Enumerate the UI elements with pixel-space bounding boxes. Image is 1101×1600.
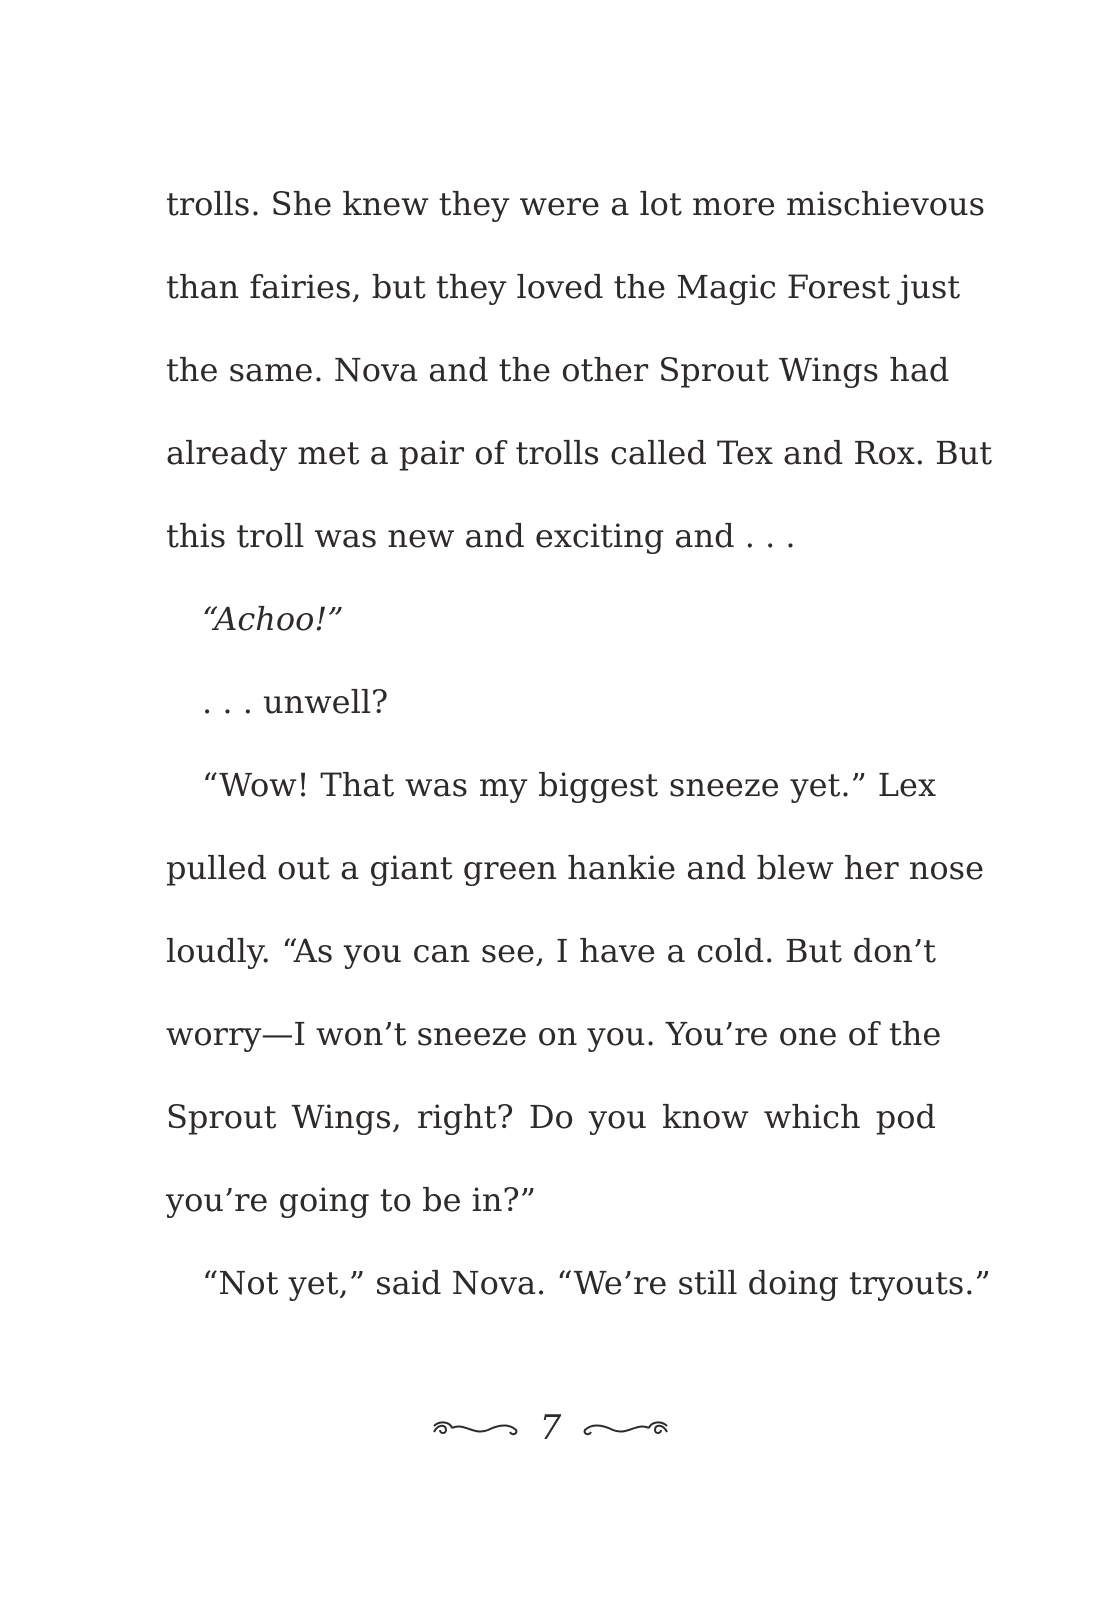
dialogue-line: “Not yet,” said Nova. “We’re still doing tryouts.” <box>202 1264 991 1302</box>
text-line: pulled out a giant green hankie and blew her nose <box>166 849 985 887</box>
text-line: this troll was new and exciting and . . . <box>166 517 796 555</box>
text-line: trolls. She knew they were a lot more mischievous <box>166 185 986 223</box>
text-line: the same. Nova and the other Sprout Wings had <box>166 351 950 389</box>
dialogue-line: “Wow! That was my biggest sneeze yet.” Lex <box>202 766 936 804</box>
text-line: already met a pair of trolls called Tex and Rox. But <box>166 434 993 472</box>
page-number: 7 <box>539 1408 562 1448</box>
body-text <box>166 180 993 1342</box>
text-line: you’re going to be in?” <box>166 1181 537 1219</box>
text-line: . . . unwell? <box>202 683 389 721</box>
text-line: Sprout Wings, right? Do you know which pod <box>166 1098 936 1136</box>
page-footer <box>0 1398 1101 1458</box>
dialogue-line: “Achoo!” <box>202 600 344 638</box>
text-line: loudly. “As you can see, I have a cold. But don’t <box>166 932 936 970</box>
left-flourish-icon <box>430 1414 526 1442</box>
text-line: than fairies, but they loved the Magic Forest just <box>166 268 961 306</box>
right-flourish-icon <box>575 1414 671 1442</box>
text-line: worry—I won’t sneeze on you. You’re one of the <box>166 1015 942 1053</box>
